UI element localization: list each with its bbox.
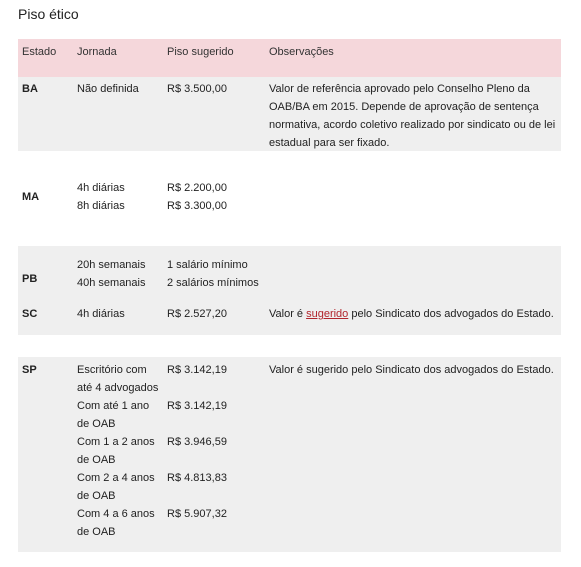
jornada-line: 40h semanais: [77, 277, 146, 289]
obs-line: normativa, acordo coletivo realizado por sindicato ou de lei: [269, 119, 556, 131]
obs-line: Valor de referência aprovado pelo Conselho Pleno da: [269, 83, 530, 95]
header-observacoes: Observações: [269, 46, 334, 58]
jornada-line: 8h diárias: [77, 200, 125, 212]
jornada-line: de OAB: [77, 490, 116, 502]
observacoes-cell: Valor é sugerido pelo Sindicato dos advogados do Estado.: [269, 364, 554, 376]
piso-line: R$ 2.200,00: [167, 182, 227, 194]
estado-cell: BA: [22, 83, 38, 95]
piso-line: 2 salários mínimos: [167, 277, 259, 289]
jornada-cell: Não definida: [77, 83, 139, 95]
jornada-line: 20h semanais: [77, 259, 146, 271]
piso-line: R$ 4.813,83: [167, 472, 227, 484]
jornada-line: Escritório com: [77, 364, 147, 376]
jornada-line: Com 4 a 6 anos: [77, 508, 155, 520]
piso-line: R$ 3.142,19: [167, 400, 227, 412]
estado-cell: MA: [22, 191, 40, 203]
obs-line: estadual para ser fixado.: [269, 137, 390, 149]
header-jornada: Jornada: [77, 46, 117, 58]
table-header: [18, 39, 561, 77]
jornada-cell: [77, 361, 167, 541]
header-piso: Piso sugerido: [167, 46, 234, 58]
piso-line: R$ 3.946,59: [167, 436, 227, 448]
piso-line: 1 salário mínimo: [167, 259, 248, 271]
jornada-cell: [77, 179, 165, 215]
piso-cell: [167, 179, 267, 215]
observacoes-cell: [269, 305, 559, 323]
table-row-sp: [18, 357, 561, 552]
jornada-line: 4h diárias: [77, 182, 125, 194]
piso-cell: R$ 3.500,00: [167, 83, 227, 95]
table-row-sc: [18, 305, 561, 357]
header-estado: Estado: [22, 46, 57, 58]
jornada-line: Com até 1 ano: [77, 400, 150, 412]
obs-text: Valor é: [269, 308, 307, 320]
jornada-cell: 4h diárias: [77, 308, 125, 320]
jornada-line: de OAB: [77, 418, 116, 430]
piso-line: R$ 3.142,19: [167, 364, 227, 376]
sugerido-link[interactable]: sugerido: [306, 308, 349, 320]
table-row-ma: [18, 151, 561, 246]
jornada-line: Com 2 a 4 anos: [77, 472, 155, 484]
estado-cell: SC: [22, 308, 38, 320]
observacoes-cell: [269, 80, 559, 149]
page-title: Piso ético: [18, 6, 79, 22]
piso-line: R$ 5.907,32: [167, 508, 227, 520]
estado-cell: PB: [22, 273, 38, 285]
obs-line: OAB/BA em 2015. Depende de aprovação de sentença: [269, 101, 539, 113]
jornada-cell: [77, 256, 165, 292]
estado-cell: SP: [22, 364, 37, 376]
jornada-line: até 4 advogados: [77, 382, 159, 394]
piso-cell: R$ 2.527,20: [167, 308, 227, 320]
piso-line: R$ 3.300,00: [167, 200, 227, 212]
jornada-line: Com 1 a 2 anos: [77, 436, 155, 448]
obs-text: pelo Sindicato dos advogados do Estado.: [348, 308, 554, 320]
jornada-line: de OAB: [77, 454, 116, 466]
table-row-ba: [18, 77, 561, 151]
piso-cell: [167, 256, 277, 292]
jornada-line: de OAB: [77, 526, 116, 538]
